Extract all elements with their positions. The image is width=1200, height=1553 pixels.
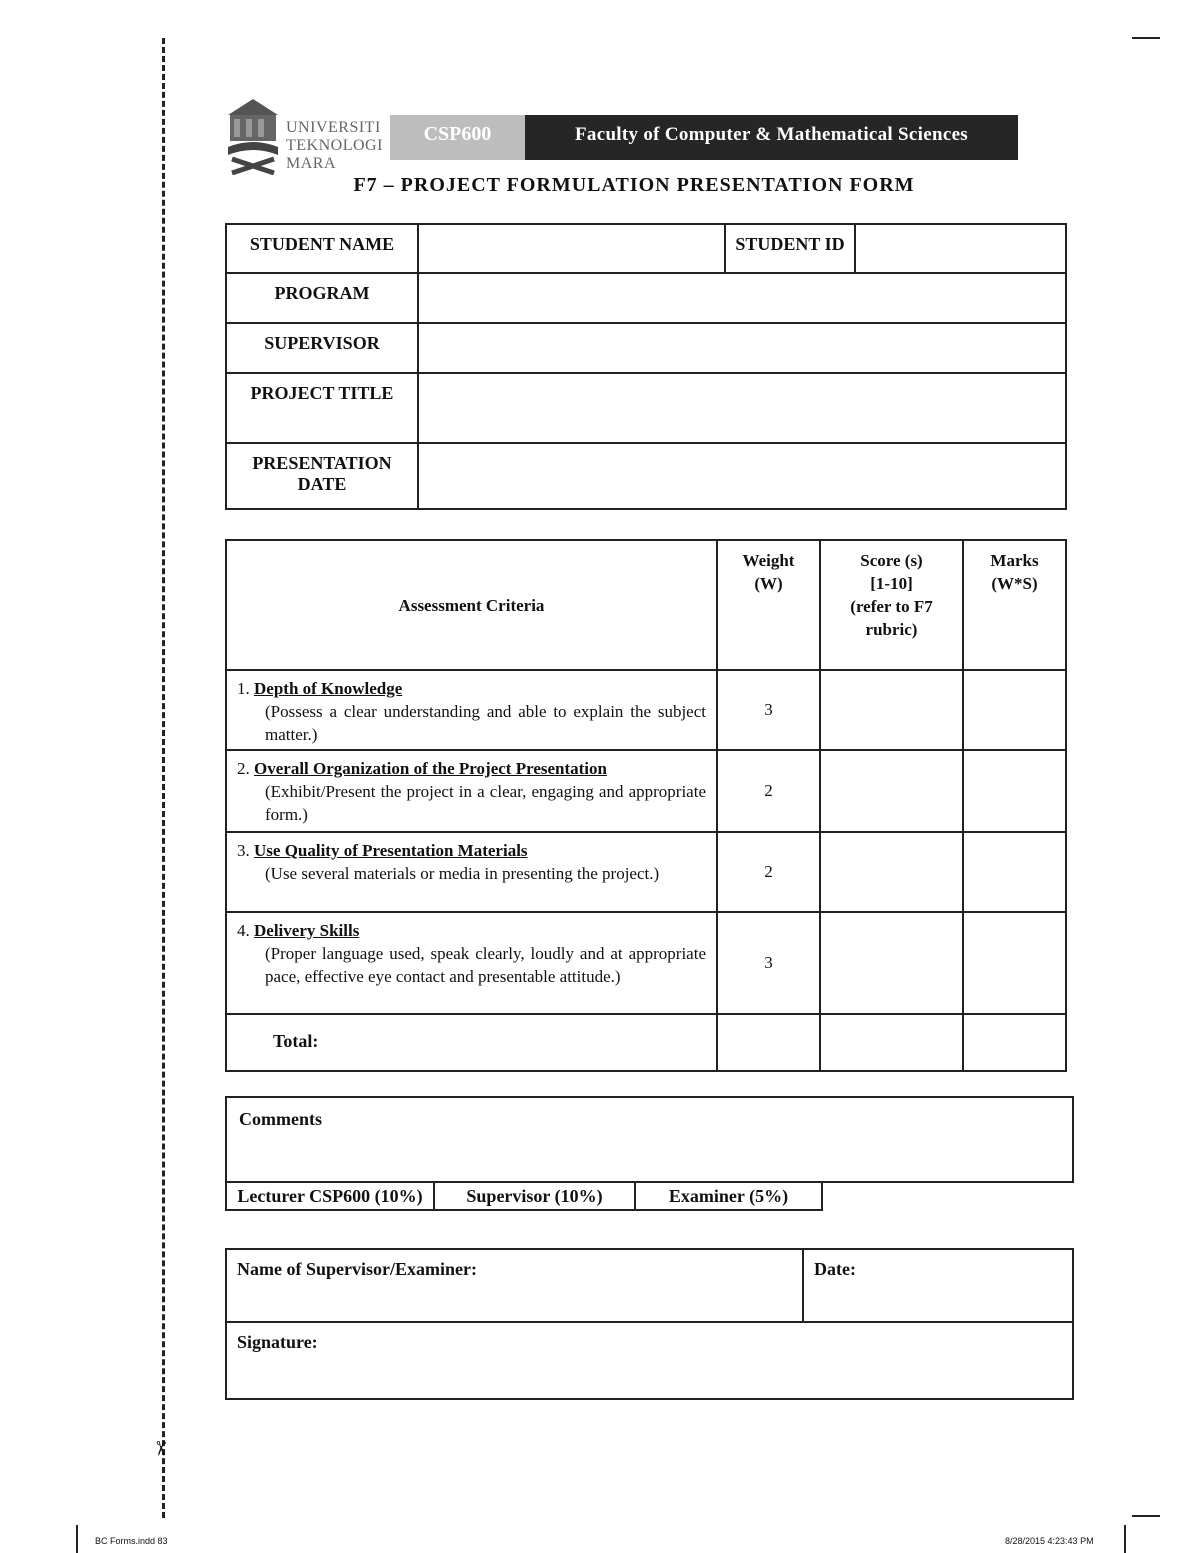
marks-header-2: (W*S) — [991, 574, 1038, 593]
score-header-2: [1-10] — [870, 574, 913, 593]
score-field[interactable] — [820, 670, 963, 750]
marks-header-1: Marks — [990, 551, 1039, 570]
name-field[interactable]: Name of Supervisor/Examiner: — [226, 1249, 803, 1322]
criteria-cell — [226, 832, 717, 912]
criteria-number: 1. — [237, 679, 250, 698]
table-row — [226, 912, 1066, 1014]
total-label: Total: — [226, 1014, 717, 1071]
form-title: F7 – PROJECT FORMULATION PRESENTATION FORM — [353, 174, 915, 196]
weight-header — [717, 540, 820, 670]
criteria-title: Depth of Knowledge — [254, 679, 403, 698]
score-field[interactable] — [820, 750, 963, 832]
presentation-date-label-1: PRESENTATION — [252, 453, 392, 473]
signoff-table — [225, 1248, 1074, 1400]
supervisor-label: SUPERVISOR — [226, 323, 418, 373]
table-row — [226, 670, 1066, 750]
table-row — [226, 750, 1066, 832]
marks-field[interactable] — [963, 912, 1066, 1014]
weight-cell: 2 — [717, 832, 820, 912]
role-weight-table — [225, 1181, 823, 1211]
criteria-desc: (Exhibit/Present the project in a clear, engaging and appropriate form.) — [265, 782, 706, 824]
weight-cell: 3 — [717, 670, 820, 750]
program-label: PROGRAM — [226, 273, 418, 323]
weight-cell: 2 — [717, 750, 820, 832]
criteria-cell — [226, 750, 717, 832]
marks-field[interactable] — [963, 750, 1066, 832]
signature-field[interactable]: Signature: — [226, 1322, 1073, 1399]
score-header-1: Score (s) — [860, 551, 923, 570]
student-name-label: STUDENT NAME — [226, 224, 418, 273]
crop-mark — [1124, 1525, 1126, 1553]
footer-file: BC Forms.indd 83 — [95, 1536, 168, 1546]
criteria-desc: (Use several materials or media in presenting the project.) — [265, 864, 660, 883]
date-field[interactable]: Date: — [803, 1249, 1073, 1322]
project-title-field[interactable] — [418, 373, 1066, 443]
criteria-number: 2. — [237, 759, 250, 778]
comments-label: Comments — [239, 1109, 322, 1129]
scissors-icon: ✂ — [148, 1440, 171, 1457]
weight-header-2: (W) — [754, 574, 783, 593]
total-marks-field[interactable] — [963, 1014, 1066, 1071]
footer-timestamp: 8/28/2015 4:23:43 PM — [1005, 1536, 1094, 1546]
presentation-date-label-2: DATE — [297, 474, 347, 494]
criteria-title: Use Quality of Presentation Materials — [254, 841, 528, 860]
student-id-label: STUDENT ID — [725, 224, 855, 273]
presentation-date-field[interactable] — [418, 443, 1066, 509]
criteria-title: Delivery Skills — [254, 921, 360, 940]
lecturer-checkbox[interactable]: Lecturer CSP600 (10%) — [226, 1182, 434, 1210]
marks-header — [963, 540, 1066, 670]
supervisor-field[interactable] — [418, 323, 1066, 373]
student-info-table — [225, 223, 1067, 510]
score-header — [820, 540, 963, 670]
score-header-3: (refer to F7 — [850, 597, 933, 616]
faculty-banner: Faculty of Computer & Mathematical Sciences — [525, 115, 1018, 160]
score-header-4: rubric) — [865, 620, 918, 639]
course-code: CSP600 — [390, 115, 525, 160]
criteria-number: 4. — [237, 921, 250, 940]
weight-cell: 3 — [717, 912, 820, 1014]
score-field[interactable] — [820, 912, 963, 1014]
crop-mark — [76, 1525, 78, 1553]
assessment-table — [225, 539, 1067, 1072]
score-field[interactable] — [820, 832, 963, 912]
crop-mark — [1132, 1515, 1160, 1517]
criteria-number: 3. — [237, 841, 250, 860]
cut-line — [162, 38, 165, 1518]
comments-box[interactable] — [225, 1096, 1074, 1183]
marks-field[interactable] — [963, 832, 1066, 912]
criteria-desc: (Proper language used, speak clearly, loudly and at appropriate pace, effective eye contact and presentable attitude.) — [265, 944, 706, 986]
uitm-crest-icon — [224, 97, 282, 175]
uni-name-3: MARA — [286, 155, 337, 172]
presentation-date-label — [226, 443, 418, 509]
criteria-desc: (Possess a clear understanding and able to explain the subject matter.) — [265, 702, 706, 744]
weight-header-1: Weight — [742, 551, 795, 570]
table-row — [226, 832, 1066, 912]
total-weight-field[interactable] — [717, 1014, 820, 1071]
student-name-field[interactable] — [418, 224, 725, 273]
university-logo — [224, 97, 384, 175]
uni-name-2: TEKNOLOGI — [286, 137, 383, 154]
criteria-cell — [226, 912, 717, 1014]
examiner-checkbox[interactable]: Examiner (5%) — [635, 1182, 822, 1210]
criteria-title: Overall Organization of the Project Presentation — [254, 759, 607, 778]
criteria-cell — [226, 670, 717, 750]
project-title-label: PROJECT TITLE — [226, 373, 418, 443]
student-id-field[interactable] — [855, 224, 1066, 273]
uni-name-1: UNIVERSITI — [286, 119, 381, 136]
criteria-header: Assessment Criteria — [226, 540, 717, 670]
total-score-field[interactable] — [820, 1014, 963, 1071]
program-field[interactable] — [418, 273, 1066, 323]
marks-field[interactable] — [963, 670, 1066, 750]
supervisor-checkbox[interactable]: Supervisor (10%) — [434, 1182, 635, 1210]
crop-mark — [1132, 37, 1160, 39]
